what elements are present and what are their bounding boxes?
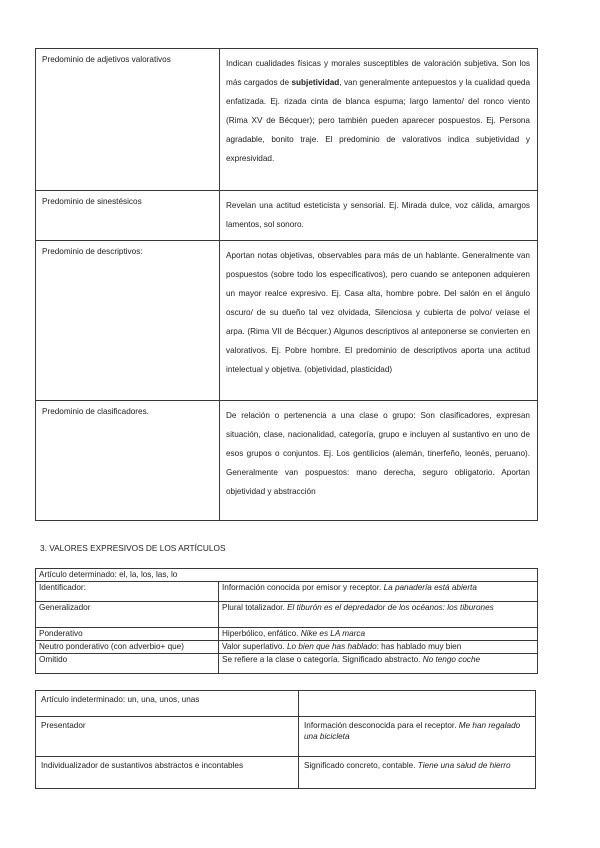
table-row [36,241,538,401]
indeterminate-article-table [35,690,536,789]
desc-text: Plural totalizador. [222,603,288,612]
desc-text: Valor superlativo. [222,642,287,651]
row-label: Individualizador de sustantivos abstractos e incontables [36,757,299,789]
desc-text: Significado concreto, contable. [304,761,418,770]
table-row [36,717,536,757]
row-description [219,602,538,628]
table-row [36,49,538,191]
example-text: No tengo coche [422,655,481,664]
table-row [36,602,538,628]
table-header-row [36,691,536,717]
row-label: Neutro ponderativo (con adverbio+ que) [36,641,219,654]
row-label: Identificador: [36,582,219,602]
example-text: El tiburón es el depredador de los océanos: los tiburones [287,603,494,612]
row-label: Predominio de adjetivos valorativos [36,49,220,191]
table-header-empty [299,691,536,717]
desc-bold-text: subjetividad [291,78,340,87]
row-description [299,717,536,757]
row-description [219,582,538,602]
row-description [219,628,538,641]
row-label: Predominio de clasificadores. [36,401,220,521]
example-text: Me han regalado una bicicleta [304,721,521,741]
table-row [36,641,538,654]
row-label: Presentador [36,717,299,757]
example-text: Tiene una salud de hierro [417,761,511,770]
example-text: Nike es LA marca [300,629,366,638]
row-description [219,654,538,674]
row-description [219,641,538,654]
table-header: Artículo indeterminado: un, una, unos, unas [36,691,299,717]
table-row [36,191,538,241]
desc-text: Información conocida por emisor y receptor. [222,583,384,592]
row-label: Predominio de sinestésicos [36,191,220,241]
table-row [36,628,538,641]
row-label: Omitido [36,654,219,674]
desc-text: Hiperbólico, enfático. [222,629,301,638]
row-label: Predominio de descriptivos: [36,241,220,401]
section-heading: 3. VALORES EXPRESIVOS DE LOS ARTÍCULOS [40,543,226,553]
table-row [36,582,538,602]
desc-text: Indican cualidades físicas y morales susceptibles de valoración subjetiva. Son los más cargados de [226,59,530,87]
determinate-article-table [35,568,538,674]
row-description [220,49,538,191]
row-description: Aportan notas objetivas, observables para más de un hablante. Generalmente van pospuestos (sobre todo los especificativos), pero cuando se anteponen adquieren un mayor realce expresivo. Ej. Casa alta, hombre pobre. Del salón en el ángulo oscuro/ de su dueño tal vez olvidada, Silenciosa y cubierta de polvo/ veíase el arpa. (Rima VII de Bécquer.) Algunos descriptivos al anteponerse se convierten en valorativos. Ej. Pobre hombre. El predominio de descriptivos aporta una actitud intelectual y objetiva. (objetividad, plasticidad) [220,241,538,401]
table-header: Artículo determinado: el, la, los, las, lo [36,569,538,582]
table-header-row [36,569,538,582]
desc-text: , van generalmente antepuestos y la cualidad queda enfatizada. Ej. rizada cinta de blanca espuma; largo lamento/ del ronco viento (Rima XV de Bécquer); pero también pueden aparecer pospuestos. Ej. Persona agradable, bonito traje. El predominio de valorativos indica subjetividad y expresividad. [226,78,530,163]
row-label: Generalizador [36,602,219,628]
row-description: De relación o pertenencia a una clase o grupo: Son clasificadores, expresan situación, clase, nacionalidad, categoría, grupo e incluyen al sustantivo en uno de esos grupos o conjuntos. Ej. Los gentilicios (alemán, tinerfeño, leonés, peruano). Generalmente van pospuestos: mano derecha, seguro obligatorio. Aportan objetividad y abstracción [220,401,538,521]
row-description: Revelan una actitud esteticista y sensorial. Ej. Mirada dulce, voz cálida, amargos lamentos, sol sonoro. [220,191,538,241]
adjectives-table [35,48,538,521]
desc-text: : has hablado muy bien [376,642,462,651]
desc-text: Información desconocida para el receptor. [304,721,459,730]
row-label: Ponderativo [36,628,219,641]
table-row [36,654,538,674]
row-description [299,757,536,789]
desc-text: Se refiere a la clase o categoría. Significado abstracto. [222,655,423,664]
example-text: Lo bien que has hablado [286,642,377,651]
table-row [36,401,538,521]
table-row [36,757,536,789]
example-text: La panadería está abierta [383,583,477,592]
